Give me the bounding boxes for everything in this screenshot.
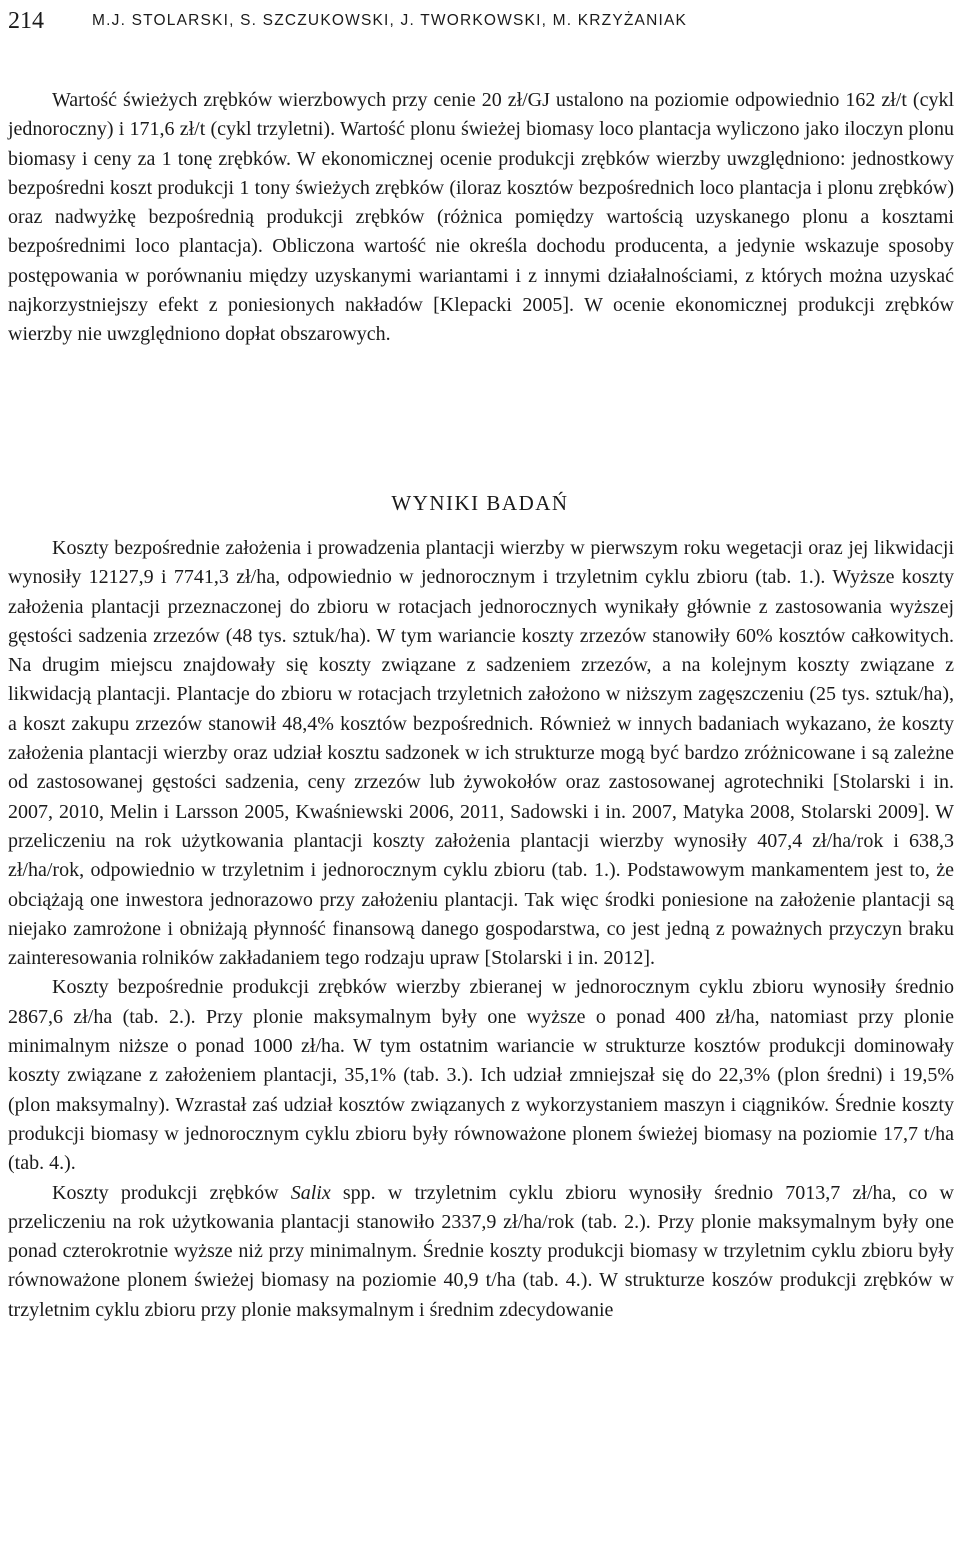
running-header [8,6,952,36]
species-name: Salix [290,1181,331,1204]
paragraph-text: Koszty produkcji zrębków [52,1181,291,1204]
page-number: 214 [8,8,44,34]
results-text-block [8,534,954,1325]
paragraph-text: spp. w trzyletnim cyklu zbioru wynosiły średnio 7013,7 zł/ha, co w przeliczeniu na rok użytkowania plantacji stanowiło 2337,9 zł/ha/rok (tab. 2.). Przy plonie maksymalnym były one ponad czterokrotnie wyższe niż przy minimalnym. Średnie koszty produkcji biomasy w trzyletnim cyklu zbioru były równoważone plonem świeżej biomasy na poziomie 40,9 t/ha (tab. 4.). W strukturze koszów produkcji zrębków w trzyletnim cyklu zbioru przy plonie maksymalnym i średnim zdecydowanie [8,1181,954,1321]
paragraph: Koszty bezpośrednie założenia i prowadzenia plantacji wierzby w pierwszym roku wegetacji oraz jej likwidacji wynosiły 12127,9 i 7741,3 zł/ha, odpowiednio w jednorocznym i trzyletnim cyklu zbioru (tab. 1.). Wyższe koszty założenia plantacji przeznaczonej do zbioru w rotacjach jednorocznych wynikały głównie z zastosowania wyższej gęstości sadzenia zrzezów (48 tys. sztuk/ha). W tym wariancie koszty zrzezów stanowiły 60% kosztów całkowitych. Na drugim miejscu znajdowały się koszty związane z sadzeniem zrzezów, a na kolejnym koszty związane z likwidacją plantacji. Plantacje do zbioru w rotacjach trzyletnich założono w niższym zagęszczeniu (25 tys. sztuk/ha), a koszt zakupu zrzezów stanowił 48,4% kosztów bezpośrednich. Również w innych badaniach wykazano, że koszty założenia plantacji wierzby oraz udział kosztu sadzonek w ich strukturze mogą być bardzo zróżnicowane i są zależne od zastosowanej gęstości sadzenia, ceny zrzezów lub żywokołów oraz zastosowanej agrotechniki [Stolarski i in. 2007, 2010, Melin i Larsson 2005, Kwaśniewski 2006, 2011, Sadowski i in. 2007, Matyka 2008, Stolarski 2009]. W przeliczeniu na rok użytkowania plantacji koszty założenia plantacji wierzby wynosiły 407,4 zł/ha/rok i 638,3 zł/ha/rok, odpowiednio w trzyletnim i jednorocznym cyklu zbioru (tab. 1.). Podstawowym mankamentem jest to, że obciążają one inwestora jednorazowo przy założeniu plantacji. Tak więc środki poniesione na założenie plantacji są niejako zamrożone i obniżają płynność finansową danego gospodarstwa, co jest jedną z poważnych przyczyn braku zainteresowania rolników zakładaniem tego rodzaju upraw [Stolarski i in. 2012]. [8,537,954,970]
paragraph [8,1179,954,1325]
paragraph: Wartość świeżych zrębków wierzbowych przy cenie 20 zł/GJ ustalono na poziomie odpowiednio 162 zł/t (cykl jednoroczny) i 171,6 zł/t (cykl trzyletni). Wartość plonu świeżej biomasy loco plantacja wyliczono jako iloczyn plonu biomasy i ceny za 1 tonę zrębków. W ekonomicznej ocenie produkcji zrębków wierzby uwzględniono: jednostkowy bezpośredni koszt produkcji 1 tony świeżych zrębków (iloraz kosztów bezpośrednich loco plantacja i plonu zrębków) oraz nadwyżkę bezpośrednią produkcji zrębków (różnica pomiędzy wartością uzyskanego plonu a kosztami bezpośrednimi loco plantacja). Obliczona wartość nie określa dochodu producenta, a jedynie wskazuje sposoby postępowania w porównaniu między uzyskanymi wariantami i z innymi działalnościami, z których można uzyskać najkorzystniejszy efekt z poniesionych nakładów [Klepacki 2005]. W ocenie ekonomicznej produkcji zrębków wierzby nie uwzględniono dopłat obszarowych. [8,89,954,346]
paragraph: Koszty bezpośrednie produkcji zrębków wierzby zbieranej w jednorocznym cyklu zbioru wynosiły średnio 2867,6 zł/ha (tab. 2.). Przy plonie maksymalnym były one wyższe o ponad 400 zł/ha, natomiast przy plonie minimalnym niższe o ponad 1000 zł/ha. W tym ostatnim wariancie w strukturze kosztów produkcji dominowały koszty związane z założeniem plantacji, 35,1% (tab. 3.). Ich udział zmniejszał się do 22,3% (plon średni) i 19,5% (plon maksymalny). Wzrastał zaś udział kosztów związanych z wykorzystaniem maszyn i ciągników. Średnie koszty produkcji biomasy w jednorocznym cyklu zbioru były równoważone plonem świeżej biomasy na poziomie 17,7 t/ha (tab. 4.). [8,976,954,1175]
section-heading: WYNIKI BADAŃ [391,491,569,515]
header-authors: M.J. STOLARSKI, S. SZCZUKOWSKI, J. TWORKOWSKI, M. KRZYŻANIAK [92,12,688,29]
methods-text-block [8,86,954,350]
